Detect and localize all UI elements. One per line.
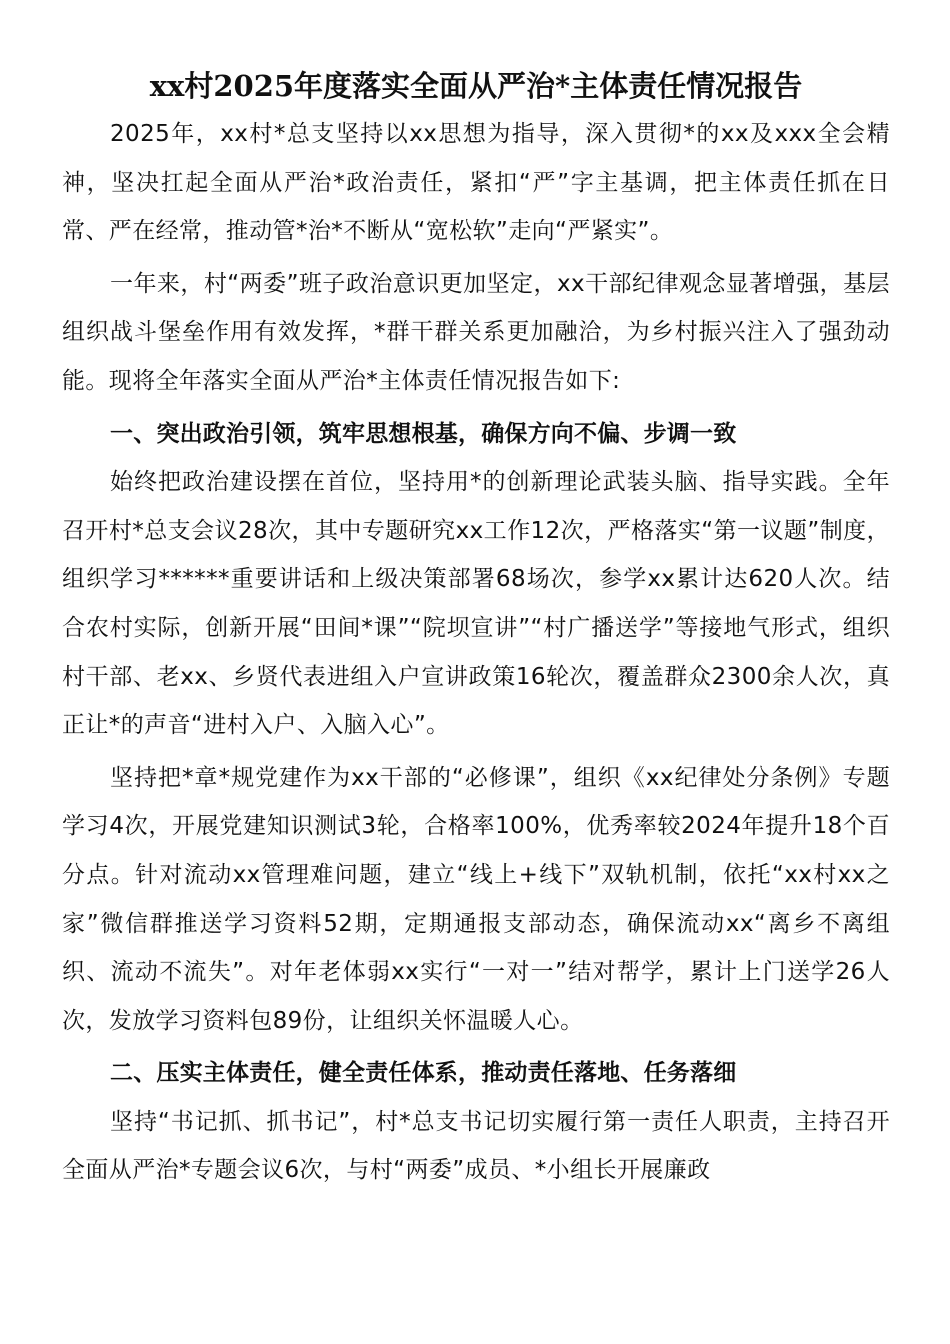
- intro-paragraph-1: 2025年，xx村*总支坚持以xx思想为指导，深入贯彻*的xx及xxx全会精神，坚决扛起全面从严治*政治责任，紧扣“严”字主基调，把主体责任抓在日常、严在经常，推动管*治*不断从“宽松软”走向“严紧实”。: [62, 121, 890, 245]
- document-page: [62, 62, 890, 1195]
- section-1-heading: 一、突出政治引领，筑牢思想根基，确保方向不偏、步调一致: [110, 420, 737, 447]
- section-2-paragraph-1: 坚持“书记抓、抓书记”，村*总支书记切实履行第一责任人职责，主持召开全面从严治*专题会议6次，与村“两委”成员、*小组长开展廉政: [62, 1108, 890, 1184]
- section-1-paragraph-1: 始终把政治建设摆在首位，坚持用*的创新理论武装头脑、指导实践。全年召开村*总支会议28次，其中专题研究xx工作12次，严格落实“第一议题”制度，组织学习******重要讲话和上级决策部署68场次，参学xx累计达620人次。结合农村实际，创新开展“田间*课”“院坝宣讲”“村广播送学”等接地气形式，组织村干部、老xx、乡贤代表进组入户宣讲政策16轮次，覆盖群众2300余人次，真正让*的声音“进村入户、入脑入心”。: [62, 469, 890, 739]
- section-1-paragraph-2: 坚持把*章*规党建作为xx干部的“必修课”，组织《xx纪律处分条例》专题学习4次，开展党建知识测试3轮，合格率100%，优秀率较2024年提升18个百分点。针对流动xx管理难问题，建立“线上+线下”双轨机制，依托“xx村xx之家”微信群推送学习资料52期，定期通报支部动态，确保流动xx“离乡不离组织、流动不流失”。对年老体弱xx实行“一对一”结对帮学，累计上门送学26人次，发放学习资料包89份，让组织关怀温暖人心。: [62, 764, 890, 1034]
- section-2-heading: 二、压实主体责任，健全责任体系，推动责任落地、任务落细: [110, 1060, 737, 1087]
- intro-paragraph-2: 一年来，村“两委”班子政治意识更加坚定，xx干部纪律观念显著增强，基层组织战斗堡垒作用有效发挥，*群干群关系更加融洽，为乡村振兴注入了强劲动能。现将全年落实全面从严治*主体责任情况报告如下:: [62, 270, 890, 394]
- document-title: xx村2025年度落实全面从严治*主体责任情况报告: [149, 69, 803, 103]
